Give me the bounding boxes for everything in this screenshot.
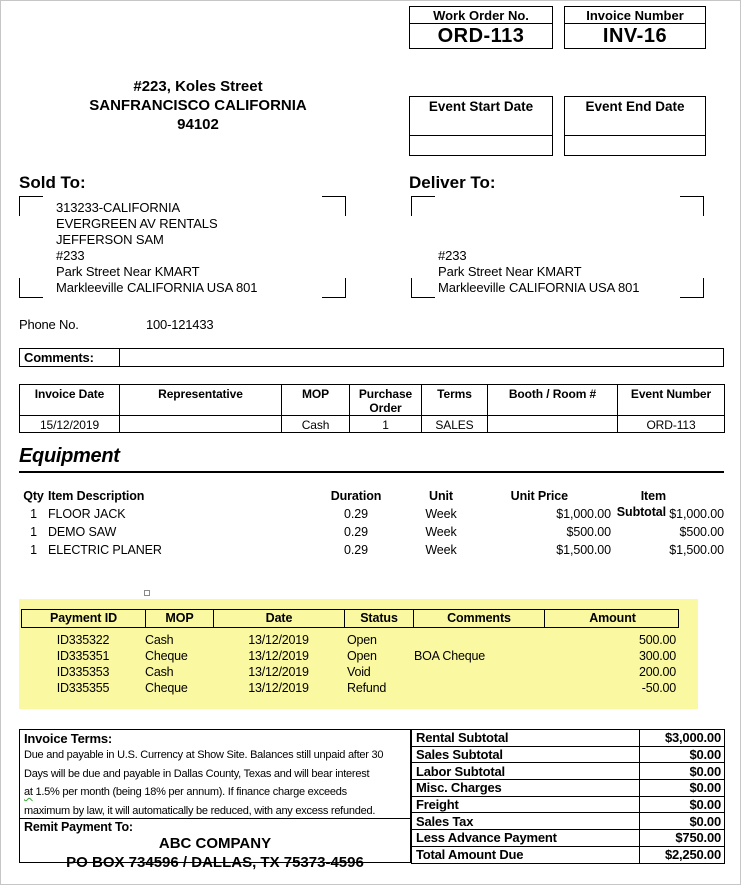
total-label: Sales Tax [412, 813, 640, 830]
total-value: $0.00 [640, 780, 725, 797]
invoice-number-box [564, 6, 706, 49]
payment-comment [413, 680, 544, 696]
event-start-date-box [409, 96, 553, 156]
company-address-line: SANFRANCISCO CALIFORNIA [89, 97, 307, 114]
event-end-date-label: Event End Date [565, 97, 705, 136]
comments-value [120, 349, 723, 366]
equipment-unit: Week [425, 525, 457, 539]
comments-bar [19, 348, 724, 367]
invoice-number-value: INV-16 [602, 25, 668, 47]
company-address-line: 94102 [177, 116, 219, 133]
equipment-unit: Week [425, 543, 457, 557]
order-info-table [19, 384, 725, 433]
payment-date: 13/12/2019 [248, 649, 309, 663]
totals-row [412, 746, 725, 763]
equipment-qty: 1 [30, 525, 37, 539]
equipment-item-subtotal: $1,500.00 [669, 543, 724, 557]
payments-highlight-block [19, 599, 698, 709]
totals-row [412, 730, 725, 747]
deliver-to-line: Markleeville CALIFORNIA USA 801 [438, 280, 640, 295]
deliver-to-address [438, 248, 639, 296]
company-address [23, 77, 373, 134]
order-info-header: Booth / Room # [488, 385, 618, 416]
invoice-date-cell: 15/12/2019 [20, 416, 120, 433]
equipment-row [19, 542, 724, 558]
payment-mop: Cash [145, 633, 174, 647]
totals-row [412, 796, 725, 813]
event-start-date-value [410, 136, 552, 155]
terms-remit-box [19, 729, 411, 871]
deliver-to-title: Deliver To: [409, 173, 496, 192]
equipment-row [19, 524, 724, 540]
remit-label: Remit Payment To: [24, 820, 133, 834]
payment-status: Void [347, 665, 371, 679]
payment-comment [413, 632, 544, 648]
total-value: $3,000.00 [640, 730, 725, 747]
payment-status: Open [347, 649, 377, 663]
equipment-item-subtotal: $500.00 [679, 525, 724, 539]
sold-to-line: JEFFERSON SAM [56, 232, 164, 247]
equipment-unit-price: $1,500.00 [556, 543, 611, 557]
work-order-value: ORD-113 [437, 25, 525, 47]
remit-address: PO BOX 734596 / DALLAS, TX 75373-4596 [66, 854, 364, 871]
total-value: $0.00 [640, 813, 725, 830]
payment-date: 13/12/2019 [248, 681, 309, 695]
equipment-header: Qty [23, 489, 44, 503]
total-label: Less Advance Payment [412, 830, 640, 847]
equipment-duration: 0.29 [344, 507, 368, 521]
sold-to-line: Park Street Near KMART [56, 264, 200, 279]
payment-id: ID335355 [56, 681, 110, 695]
equipment-description: FLOOR JACK [48, 507, 126, 521]
corner-bracket [680, 196, 704, 216]
representative-cell [120, 416, 282, 433]
payment-comment: BOA Cheque [414, 649, 485, 663]
equipment-item-subtotal: $1,000.00 [669, 507, 724, 521]
equipment-unit-price: $1,000.00 [556, 507, 611, 521]
equipment-qty: 1 [30, 543, 37, 557]
payment-row [21, 648, 679, 664]
totals-row [412, 780, 725, 797]
payment-checkbox[interactable] [144, 590, 150, 596]
phone-label: Phone No. [19, 317, 79, 332]
payments-header: Date [214, 610, 345, 627]
payments-header: Status [345, 610, 414, 627]
equipment-duration: 0.29 [344, 525, 368, 539]
invoice-terms-section [20, 730, 410, 819]
total-value: $750.00 [640, 830, 725, 847]
sold-to-title: Sold To: [19, 173, 86, 192]
payment-mop: Cash [145, 665, 174, 679]
sold-to-line: #233 [56, 248, 85, 263]
invoice-number-label: Invoice Number [565, 7, 705, 24]
payment-amount: 300.00 [638, 649, 676, 663]
equipment-unit: Week [425, 507, 457, 521]
event-start-date-label: Event Start Date [410, 97, 552, 136]
payments-header: Payment ID [22, 610, 146, 627]
equipment-qty: 1 [30, 507, 37, 521]
payment-mop: Cheque [145, 649, 188, 663]
phone-value: 100-121433 [146, 317, 214, 332]
payment-comment [413, 664, 544, 680]
spellcheck-underlined-word: at [24, 786, 33, 798]
equipment-row [19, 506, 724, 522]
corner-bracket [322, 196, 346, 216]
equipment-description: DEMO SAW [48, 525, 117, 539]
equipment-title: Equipment [19, 445, 120, 467]
payment-status: Refund [347, 681, 387, 695]
payment-amount: 200.00 [638, 665, 676, 679]
equipment-header: Item Subtotal [616, 489, 666, 519]
order-info-header: Invoice Date [20, 385, 120, 416]
equipment-header: Unit Price [510, 489, 568, 503]
order-info-header: Representative [120, 385, 282, 416]
purchase-order-cell: 1 [350, 416, 422, 433]
work-order-box [409, 6, 553, 49]
totals-table [411, 729, 725, 864]
totals-row [412, 763, 725, 780]
totals-row [412, 813, 725, 830]
total-label: Freight [412, 796, 640, 813]
total-label: Rental Subtotal [412, 730, 640, 747]
payment-amount: 500.00 [638, 633, 676, 647]
invoice-terms-label: Invoice Terms: [24, 731, 112, 746]
corner-bracket [411, 278, 435, 298]
mop-cell: Cash [282, 416, 350, 433]
sold-to-line: Markleeville CALIFORNIA USA 801 [56, 280, 258, 295]
totals-row [412, 846, 725, 863]
event-end-date-box [564, 96, 706, 156]
payment-id: ID335322 [56, 633, 110, 647]
booth-room-cell [488, 416, 618, 433]
payments-header: MOP [146, 610, 214, 627]
corner-bracket [322, 278, 346, 298]
corner-bracket [680, 278, 704, 298]
company-address-line: #223, Koles Street [133, 78, 263, 95]
event-number-cell: ORD-113 [618, 416, 725, 433]
equipment-header: Item Description [48, 489, 145, 503]
total-value: $0.00 [640, 763, 725, 780]
deliver-to-line: Park Street Near KMART [438, 264, 582, 279]
equipment-description: ELECTRIC PLANER [48, 543, 162, 557]
remit-company: ABC COMPANY [158, 835, 272, 852]
comments-label: Comments: [20, 349, 120, 366]
corner-bracket [19, 278, 43, 298]
payment-date: 13/12/2019 [248, 633, 309, 647]
total-value: $2,250.00 [640, 846, 725, 863]
payment-date: 13/12/2019 [248, 665, 309, 679]
payment-status: Open [347, 633, 377, 647]
corner-bracket [411, 196, 435, 216]
total-value: $0.00 [640, 796, 725, 813]
invoice-terms-line: maximum by law, it will automatically be reduced, with any excess refunded. [24, 804, 376, 817]
event-end-date-value [565, 136, 705, 155]
equipment-header: Duration [330, 489, 382, 503]
totals-row [412, 830, 725, 847]
sold-to-address [56, 200, 257, 296]
equipment-duration: 0.29 [344, 543, 368, 557]
equipment-title-rule [19, 471, 724, 473]
total-label: Sales Subtotal [412, 746, 640, 763]
corner-bracket [19, 196, 43, 216]
total-label: Misc. Charges [412, 780, 640, 797]
payments-header-row [21, 609, 679, 628]
remit-section [20, 819, 410, 872]
order-info-header: Terms [422, 385, 488, 416]
sold-to-line: EVERGREEN AV RENTALS [56, 216, 218, 231]
equipment-header: Unit [429, 489, 453, 503]
sold-to-line: 313233-CALIFORNIA [56, 200, 181, 215]
deliver-to-line: #233 [438, 248, 467, 263]
payment-id: ID335353 [56, 665, 110, 679]
invoice-terms-line: Due and payable in U.S. Currency at Show Site. Balances still unpaid after 30 [24, 749, 384, 761]
order-info-header: Event Number [618, 385, 725, 416]
total-label: Labor Subtotal [412, 763, 640, 780]
order-info-header-row [20, 385, 725, 416]
payment-amount: -50.00 [641, 681, 676, 695]
order-info-data-row [20, 416, 725, 433]
total-value: $0.00 [640, 746, 725, 763]
order-info-header: MOP [282, 385, 350, 416]
payments-header: Amount [589, 611, 636, 625]
payment-row [21, 680, 679, 696]
total-label: Total Amount Due [412, 846, 640, 863]
invoice-terms-line: Days will be due and payable in Dallas County, Texas and will bear interest [24, 767, 370, 780]
terms-cell: SALES [422, 416, 488, 433]
work-order-label: Work Order No. [410, 7, 552, 24]
payment-id: ID335351 [56, 649, 110, 663]
payment-row [21, 632, 679, 648]
equipment-unit-price: $500.00 [566, 525, 611, 539]
payments-header: Comments [414, 610, 545, 627]
payment-mop: Cheque [145, 681, 188, 695]
order-info-header: Purchase Order [350, 385, 422, 416]
payment-row [21, 664, 679, 680]
invoice-terms-line: at 1.5% per month (being 18% per annum). If finance charge exceeds [24, 786, 347, 798]
